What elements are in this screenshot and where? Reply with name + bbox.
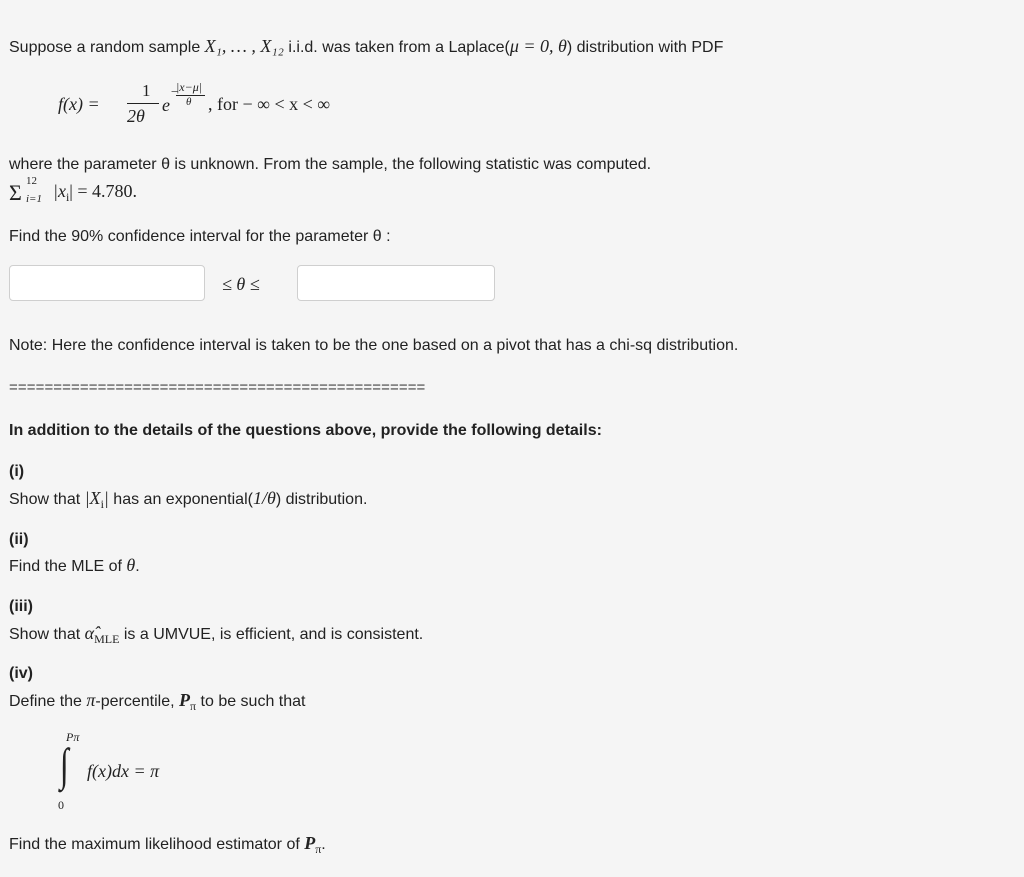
integral-body: f(x)dx = π <box>87 761 160 781</box>
additional-heading: In addition to the details of the questions above, provide the following details: <box>9 422 602 439</box>
part-i-math: |X <box>84 488 101 508</box>
final-Psub: π <box>315 842 322 856</box>
param-math: μ = 0, θ <box>509 36 567 56</box>
sum-value: | = 4.780. <box>69 181 138 201</box>
sample-math: X₁, … , X₁₂ <box>204 36 284 56</box>
part-iv-b: -percentile, <box>95 693 180 710</box>
sum-expr-sub: i <box>65 190 70 204</box>
pdf-domain: , for − ∞ < x < ∞ <box>208 94 331 114</box>
part-iv-text <box>9 690 305 716</box>
final-text: Find the maximum likelihood estimator of <box>9 836 305 853</box>
part-ii-text <box>9 555 140 577</box>
sum-expression <box>53 181 137 205</box>
part-i-math-end: | <box>103 488 109 508</box>
sigma-symbol: Σ <box>9 180 22 205</box>
part-i-label: (i) <box>9 463 25 480</box>
intro-line <box>9 36 723 58</box>
part-ii-end: . <box>135 558 140 575</box>
pdf-exp-numerator: |x−μ| <box>176 80 203 94</box>
pdf-lhs: f(x) = <box>58 94 100 114</box>
pdf-denominator: 2θ <box>127 106 145 126</box>
separator: =============================================== <box>9 379 426 396</box>
part-i-sub: i <box>100 497 104 511</box>
part-iv-label: (iv) <box>9 665 33 682</box>
part-ii-label: (ii) <box>9 531 29 548</box>
part-iii-text <box>9 623 423 649</box>
part-i-text <box>9 488 367 514</box>
pdf-exp-denominator: θ <box>186 96 192 108</box>
part-i-rate: 1/θ <box>252 488 276 508</box>
integral-sign: ∫ <box>59 739 69 790</box>
pdf-base: e <box>162 95 170 115</box>
sum-upper: 12 <box>26 175 37 187</box>
intro-mid: i.i.d. was taken from a Laplace( <box>283 39 510 56</box>
part-iii-b: is a UMVUE, is efficient, and is consistent. <box>119 626 424 643</box>
part-iii-a: Show that <box>9 626 85 643</box>
part-i-b: has an exponential( <box>108 491 253 508</box>
pdf-numerator: 1 <box>142 81 151 100</box>
intro-after: ) distribution with PDF <box>566 39 724 56</box>
part-iii-math: α̂ <box>84 623 95 643</box>
final-P: P <box>304 833 316 853</box>
question: Find the 90% confidence interval for the parameter θ : <box>9 228 391 245</box>
interval-inequality: ≤ θ ≤ <box>222 274 260 294</box>
intro-text: Suppose a random sample <box>9 39 205 56</box>
pdf-fraction-bar <box>127 103 159 104</box>
part-iii-sub: MLE <box>94 632 120 646</box>
parameter-line: where the parameter θ is unknown. From the sample, the following statistic was computed. <box>9 156 652 173</box>
integral-lower: 0 <box>58 798 64 812</box>
sum-lower: i=1 <box>26 193 42 205</box>
sum-expr: |x <box>53 181 66 201</box>
pdf-exp-sign: − <box>171 84 179 99</box>
part-ii-a: Find the MLE of <box>9 558 127 575</box>
integral-upper: Pπ <box>66 730 80 744</box>
part-i-a: Show that <box>9 491 85 508</box>
upper-bound-input[interactable] <box>297 265 495 301</box>
part-i-c: ) distribution. <box>275 491 368 508</box>
note: Note: Here the confidence interval is taken to be the one based on a pivot that has a chi-sq distribution. <box>9 337 739 354</box>
part-ii-math: θ <box>126 555 136 575</box>
final-question <box>9 833 326 859</box>
lower-bound-input[interactable] <box>9 265 205 301</box>
final-end: . <box>321 836 326 853</box>
part-iv-Psub: π <box>190 699 197 713</box>
part-iii-label: (iii) <box>9 598 33 615</box>
part-iv-c: to be such that <box>196 693 306 710</box>
part-iv-pi: π <box>86 690 96 710</box>
part-iv-a: Define the <box>9 693 87 710</box>
part-iv-P: P <box>179 690 191 710</box>
